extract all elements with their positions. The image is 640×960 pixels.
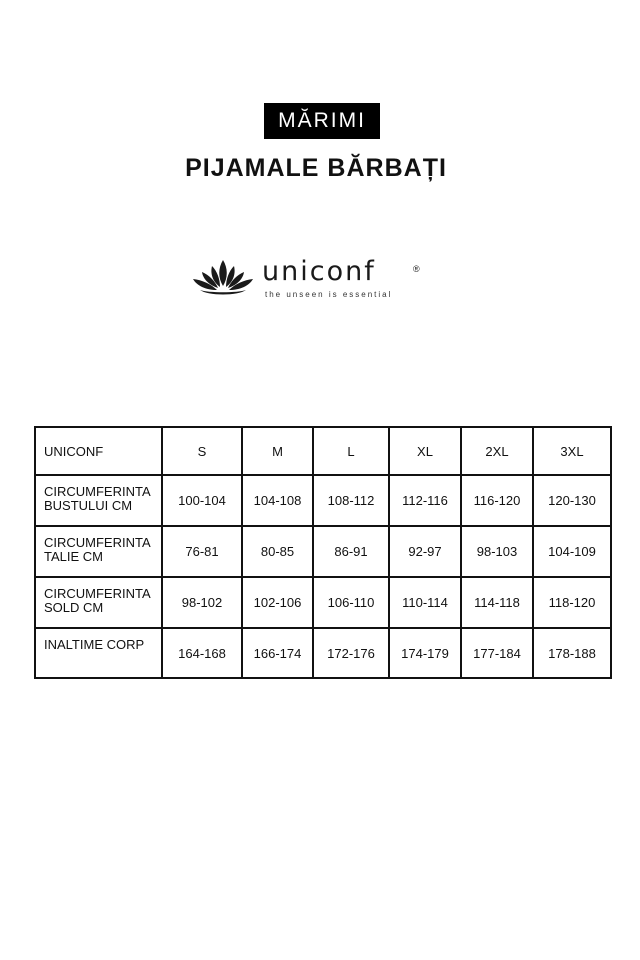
size-badge bbox=[264, 103, 380, 139]
table-cell: 114-118 bbox=[461, 577, 533, 628]
table-cell: 102-106 bbox=[242, 577, 313, 628]
table-cell: 174-179 bbox=[389, 628, 461, 678]
table-cell: 110-114 bbox=[389, 577, 461, 628]
size-chart-table bbox=[34, 426, 612, 679]
row-label-height: INALTIME CORP bbox=[35, 628, 162, 678]
table-cell: 98-102 bbox=[162, 577, 242, 628]
row-label-waist: CIRCUMFERINTA TALIE CM bbox=[35, 526, 162, 577]
table-header-row bbox=[35, 427, 611, 475]
table-cell: 76-81 bbox=[162, 526, 242, 577]
column-header-s: S bbox=[162, 427, 242, 475]
table-cell: 92-97 bbox=[389, 526, 461, 577]
table-cell: 106-110 bbox=[313, 577, 389, 628]
registered-mark: ® bbox=[413, 264, 420, 274]
table-cell: 104-108 bbox=[242, 475, 313, 526]
page-title: PIJAMALE BĂRBAȚI bbox=[185, 154, 447, 182]
table-row bbox=[35, 577, 611, 628]
table-cell: 164-168 bbox=[162, 628, 242, 678]
table-cell: 100-104 bbox=[162, 475, 242, 526]
row-label-bust: CIRCUMFERINTA BUSTULUI CM bbox=[35, 475, 162, 526]
table-row bbox=[35, 475, 611, 526]
table-cell: 172-176 bbox=[313, 628, 389, 678]
column-header-m: M bbox=[242, 427, 313, 475]
logo-wordmark: uniconf bbox=[262, 256, 376, 287]
table-cell: 118-120 bbox=[533, 577, 611, 628]
table-cell: 112-116 bbox=[389, 475, 461, 526]
table-cell: 80-85 bbox=[242, 526, 313, 577]
table-cell: 108-112 bbox=[313, 475, 389, 526]
column-header-3xl: 3XL bbox=[533, 427, 611, 475]
table-row bbox=[35, 628, 611, 678]
size-badge-label: MĂRIMI bbox=[278, 109, 366, 132]
brand-logo bbox=[190, 256, 430, 306]
lotus-icon bbox=[190, 256, 256, 298]
logo-tagline: the unseen is essential bbox=[265, 290, 393, 299]
table-cell: 177-184 bbox=[461, 628, 533, 678]
table-row bbox=[35, 526, 611, 577]
table-cell: 178-188 bbox=[533, 628, 611, 678]
table-cell: 98-103 bbox=[461, 526, 533, 577]
table-cell: 104-109 bbox=[533, 526, 611, 577]
column-header-2xl: 2XL bbox=[461, 427, 533, 475]
table-cell: 116-120 bbox=[461, 475, 533, 526]
corner-header: UNICONF bbox=[35, 427, 162, 475]
table-cell: 120-130 bbox=[533, 475, 611, 526]
table-cell: 86-91 bbox=[313, 526, 389, 577]
table-cell: 166-174 bbox=[242, 628, 313, 678]
column-header-l: L bbox=[313, 427, 389, 475]
column-header-xl: XL bbox=[389, 427, 461, 475]
row-label-hip: CIRCUMFERINTA SOLD CM bbox=[35, 577, 162, 628]
